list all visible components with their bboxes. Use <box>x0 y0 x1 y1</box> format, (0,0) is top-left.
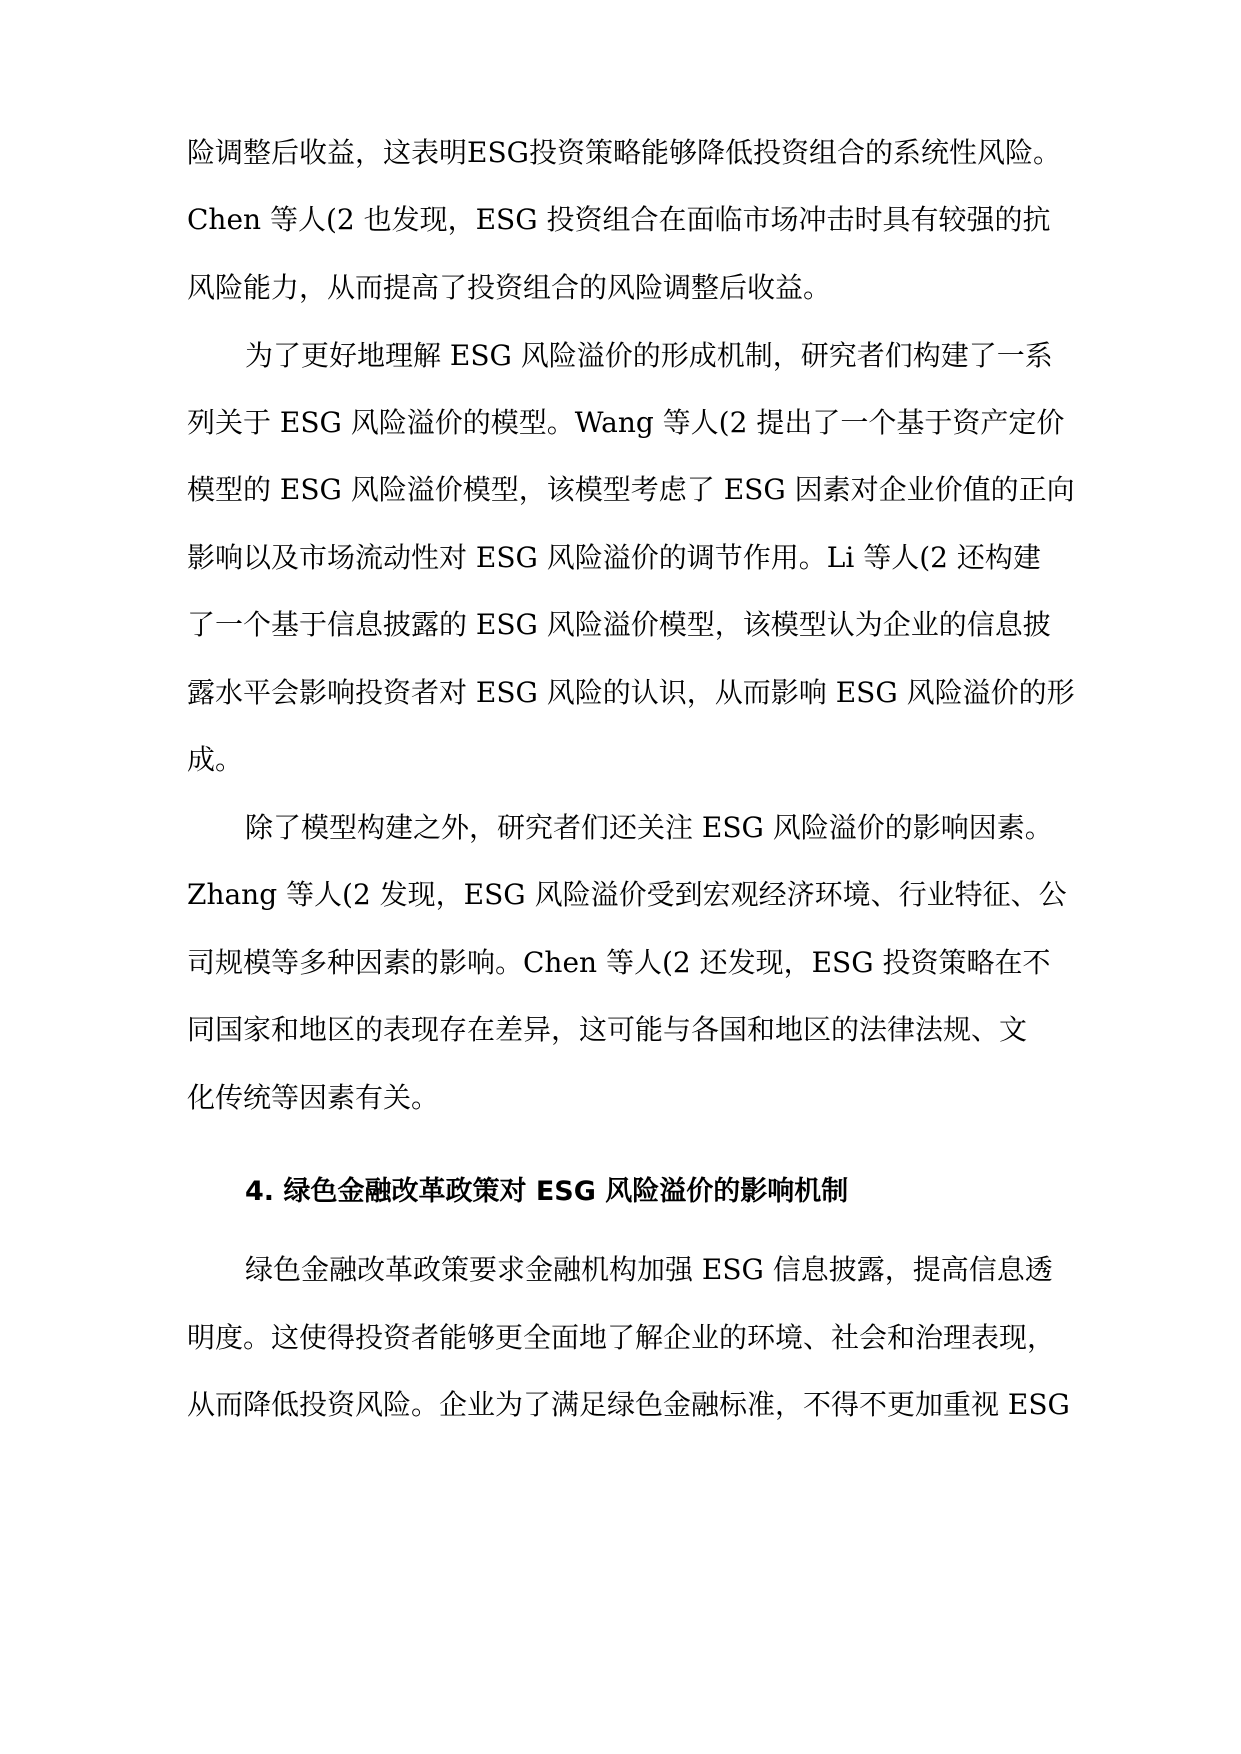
paragraph-line: 化传统等因素有关。 <box>187 1081 440 1114</box>
paragraph-line: 险调整后收益，这表明ESG投资策略能够降低投资组合的系统性风险。 <box>187 136 1061 169</box>
paragraph-line: 了一个基于信息披露的 ESG 风险溢价模型，该模型认为企业的信息披 <box>187 608 1051 641</box>
paragraph-line: 从而降低投资风险。企业为了满足绿色金融标准，不得不更加重视 ESG <box>187 1388 1070 1421</box>
section-heading: 4. 绿色金融改革政策对 ESG 风险溢价的影响机制 <box>245 1176 849 1207</box>
paragraph-line: 明度。这使得投资者能够更全面地了解企业的环境、社会和治理表现， <box>187 1321 1056 1354</box>
paragraph-line: 列关于 ESG 风险溢价的模型。Wang 等人(2 提出了一个基于资产定价 <box>187 406 1065 439</box>
paragraph-line: 模型的 ESG 风险溢价模型，该模型考虑了 ESG 因素对企业价值的正向 <box>187 473 1075 506</box>
paragraph-line: Chen 等人(2 也发现，ESG 投资组合在面临市场冲击时具有较强的抗 <box>187 203 1051 236</box>
paragraph-line: 绿色金融改革政策要求金融机构加强 ESG 信息披露，提高信息透 <box>245 1253 1053 1286</box>
paragraph-line: 司规模等多种因素的影响。Chen 等人(2 还发现，ESG 投资策略在不 <box>187 946 1051 979</box>
paragraph-line: 成。 <box>187 743 244 776</box>
paragraph-line: 除了模型构建之外，研究者们还关注 ESG 风险溢价的影响因素。 <box>245 811 1053 844</box>
paragraph-line: 露水平会影响投资者对 ESG 风险的认识，从而影响 ESG 风险溢价的形 <box>187 676 1075 709</box>
paragraph-line: 为了更好地理解 ESG 风险溢价的形成机制，研究者们构建了一系 <box>245 339 1053 372</box>
paragraph-line: Zhang 等人(2 发现，ESG 风险溢价受到宏观经济环境、行业特征、公 <box>187 878 1067 911</box>
paragraph-line: 影响以及市场流动性对 ESG 风险溢价的调节作用。Li 等人(2 还构建 <box>187 541 1041 574</box>
paragraph-line: 风险能力，从而提高了投资组合的风险调整后收益。 <box>187 271 832 304</box>
paragraph-line: 同国家和地区的表现存在差异，这可能与各国和地区的法律法规、文 <box>187 1013 1028 1046</box>
